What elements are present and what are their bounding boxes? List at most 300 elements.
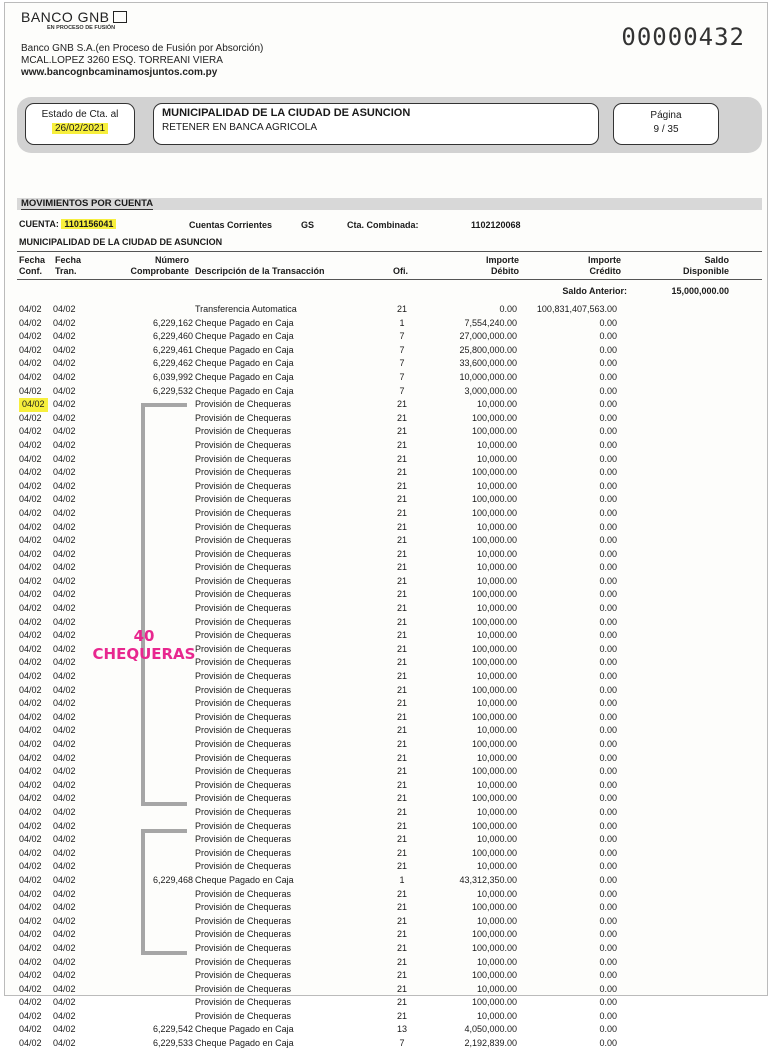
cell-debito: 100,000.00	[471, 820, 517, 831]
cell-ofi: 21	[396, 671, 407, 682]
cell-credito: 0.00	[599, 779, 617, 790]
cell-descripcion: Provisión de Chequeras	[195, 494, 292, 505]
cell-credito: 0.00	[599, 929, 617, 940]
cell-fecha-tran: 04/02	[53, 671, 76, 682]
col-descripcion: Descripción de la Transacción	[195, 266, 325, 276]
cell-descripcion: Provisión de Chequeras	[195, 861, 292, 872]
cell-credito: 0.00	[599, 453, 617, 464]
cell-fecha-tran: 04/02	[53, 820, 76, 831]
table-row	[5, 752, 767, 766]
cell-ofi: 7	[399, 1038, 405, 1049]
cell-debito: 100,000.00	[471, 684, 517, 695]
cell-ofi: 21	[396, 467, 407, 478]
table-row	[5, 575, 767, 589]
cell-debito: 25,800,000.00	[459, 344, 517, 355]
cell-fecha-conf: 04/02	[19, 671, 42, 682]
cell-fecha-tran: 04/02	[53, 304, 76, 314]
table-row	[5, 806, 767, 820]
table-row	[5, 820, 767, 834]
cell-descripcion: Provisión de Chequeras	[195, 997, 292, 1008]
cell-ofi: 21	[396, 915, 407, 926]
cell-credito: 0.00	[599, 589, 617, 600]
cell-fecha-tran: 04/02	[53, 739, 76, 749]
cell-numero: 6,229,533	[152, 1038, 193, 1049]
account-type: Cuentas Corrientes	[189, 220, 273, 230]
cell-debito: 7,554,240.00	[464, 317, 517, 328]
cell-credito: 0.00	[599, 834, 617, 845]
table-row	[5, 1037, 767, 1051]
cell-fecha-conf: 04/02	[19, 657, 42, 668]
cell-descripcion: Provisión de Chequeras	[195, 847, 292, 858]
cell-debito: 2,192,839.00	[464, 1038, 517, 1049]
col-ofi: Ofi.	[393, 266, 408, 276]
cell-debito: 10,000.00	[476, 861, 517, 872]
cell-ofi: 21	[396, 575, 407, 586]
table-row	[5, 588, 767, 602]
cell-fecha-tran: 04/02	[53, 711, 76, 722]
cell-debito: 100,000.00	[471, 970, 517, 981]
cell-debito: 10,000.00	[476, 439, 517, 450]
cell-credito: 0.00	[599, 657, 617, 668]
cell-credito: 0.00	[599, 480, 617, 491]
cell-debito: 10,000.00	[476, 521, 517, 532]
table-row	[5, 425, 767, 439]
saldo-anterior-label: Saldo Anterior:	[562, 286, 627, 296]
cell-credito: 0.00	[599, 1010, 617, 1021]
cell-fecha-conf: 04/02	[19, 453, 42, 464]
table-row	[5, 765, 767, 779]
bank-address: MCAL.LOPEZ 3260 ESQ. TORREANI VIERA	[21, 55, 223, 66]
cell-ofi: 21	[396, 834, 407, 845]
cell-ofi: 21	[396, 1010, 407, 1021]
cell-descripcion: Provisión de Chequeras	[195, 725, 292, 736]
cell-debito: 100,000.00	[471, 589, 517, 600]
table-row	[5, 602, 767, 616]
client-name: MUNICIPALIDAD DE LA CIUDAD DE ASUNCION	[162, 107, 411, 119]
cell-descripcion: Cheque Pagado en Caja	[195, 874, 294, 885]
cell-fecha-tran: 04/02	[53, 752, 76, 763]
table-row	[5, 534, 767, 548]
col-debito: Importe Débito	[485, 255, 519, 276]
table-row	[5, 928, 767, 942]
cell-ofi: 21	[396, 603, 407, 614]
cell-descripcion: Provisión de Chequeras	[195, 929, 292, 940]
cell-credito: 0.00	[599, 671, 617, 682]
cell-ofi: 21	[396, 412, 407, 423]
cell-debito: 33,600,000.00	[459, 358, 517, 369]
cell-descripcion: Provisión de Chequeras	[195, 453, 292, 464]
cell-numero: 6,229,162	[152, 317, 193, 328]
cell-fecha-conf: 04/02	[19, 575, 42, 586]
cell-fecha-conf: 04/02	[19, 467, 42, 478]
table-row	[5, 901, 767, 915]
cell-debito: 10,000.00	[476, 399, 517, 410]
table-row	[5, 670, 767, 684]
cell-numero: 6,039,992	[152, 371, 193, 382]
cell-debito: 100,000.00	[471, 793, 517, 804]
account-holder: MUNICIPALIDAD DE LA CIUDAD DE ASUNCION	[19, 237, 223, 247]
statement-date-label: Estado de Cta. al	[41, 109, 119, 120]
cell-credito: 0.00	[599, 915, 617, 926]
cell-fecha-conf: 04/02	[19, 412, 42, 423]
table-row	[5, 493, 767, 507]
table-row	[5, 357, 767, 371]
cell-descripcion: Cheque Pagado en Caja	[195, 344, 294, 355]
cell-fecha-tran: 04/02	[53, 983, 76, 994]
cell-ofi: 21	[396, 861, 407, 872]
cell-debito: 10,000.00	[476, 1010, 517, 1021]
cell-fecha-conf: 04/02	[19, 603, 42, 614]
table-row	[5, 724, 767, 738]
cell-ofi: 7	[399, 358, 405, 369]
cell-descripcion: Provisión de Chequeras	[195, 575, 292, 586]
cell-credito: 100,831,407,563.00	[536, 304, 617, 314]
cell-descripcion: Cheque Pagado en Caja	[195, 385, 294, 396]
cell-debito: 100,000.00	[471, 643, 517, 654]
cell-credito: 0.00	[599, 643, 617, 654]
cell-debito: 10,000.00	[476, 630, 517, 641]
cell-ofi: 1	[399, 317, 405, 328]
cell-fecha-conf: 04/02	[19, 358, 42, 369]
cell-debito: 10,000.00	[476, 562, 517, 573]
account-number: 1101156041	[61, 219, 116, 229]
cell-fecha-conf: 04/02	[19, 711, 42, 722]
bank-statement-page	[4, 2, 768, 1049]
cell-fecha-conf: 04/02	[19, 834, 42, 845]
cell-ofi: 21	[396, 562, 407, 573]
cell-fecha-conf: 04/02	[19, 494, 42, 505]
cell-credito: 0.00	[599, 467, 617, 478]
account-currency: GS	[301, 220, 315, 230]
logo-subtitle: EN PROCESO DE FUSIÓN	[47, 25, 116, 31]
cell-fecha-conf: 04/02	[19, 929, 42, 940]
cell-fecha-tran: 04/02	[53, 548, 76, 559]
table-row	[5, 684, 767, 698]
cell-descripcion: Provisión de Chequeras	[195, 942, 292, 953]
cell-credito: 0.00	[599, 412, 617, 423]
table-row	[5, 697, 767, 711]
cell-descripcion: Provisión de Chequeras	[195, 983, 292, 994]
cell-ofi: 21	[396, 970, 407, 981]
cell-fecha-tran: 04/02	[53, 358, 76, 369]
annotation-text: CHEQUERAS	[92, 645, 196, 663]
cell-debito: 10,000.00	[476, 575, 517, 586]
cell-credito: 0.00	[599, 684, 617, 695]
account-label-row	[19, 219, 116, 229]
cell-debito: 0.00	[499, 304, 517, 314]
cell-fecha-conf: 04/02	[19, 874, 42, 885]
cell-ofi: 21	[396, 942, 407, 953]
cell-numero: 6,229,532	[152, 385, 193, 396]
cell-descripcion: Cheque Pagado en Caja	[195, 1038, 294, 1049]
cell-fecha-conf: 04/02	[19, 344, 42, 355]
cell-descripcion: Provisión de Chequeras	[195, 467, 292, 478]
table-row	[5, 847, 767, 861]
cell-debito: 27,000,000.00	[459, 331, 517, 342]
table-row	[5, 738, 767, 752]
document-number: 00000432	[621, 23, 745, 51]
col-fecha-conf: Fecha Conf.	[19, 255, 46, 276]
cell-ofi: 21	[396, 426, 407, 437]
table-row	[5, 412, 767, 426]
table-row	[5, 779, 767, 793]
cell-fecha-tran: 04/02	[53, 779, 76, 790]
table-row	[5, 860, 767, 874]
cell-fecha-conf: 04/02	[19, 331, 42, 342]
cell-descripcion: Provisión de Chequeras	[195, 766, 292, 777]
cell-credito: 0.00	[599, 521, 617, 532]
cell-credito: 0.00	[599, 575, 617, 586]
table-row	[5, 371, 767, 385]
annotation-count: 40	[133, 627, 155, 645]
cell-fecha-tran: 04/02	[53, 562, 76, 573]
table-row	[5, 303, 767, 317]
cell-ofi: 7	[399, 331, 405, 342]
cell-descripcion: Provisión de Chequeras	[195, 671, 292, 682]
cell-ofi: 21	[396, 902, 407, 913]
cell-credito: 0.00	[599, 439, 617, 450]
cell-credito: 0.00	[599, 1038, 617, 1049]
cell-fecha-tran: 04/02	[53, 630, 76, 641]
cell-descripcion: Provisión de Chequeras	[195, 480, 292, 491]
cell-credito: 0.00	[599, 535, 617, 546]
cell-credito: 0.00	[599, 331, 617, 342]
cell-descripcion: Provisión de Chequeras	[195, 616, 292, 627]
cell-fecha-conf: 04/02	[19, 535, 42, 546]
cell-credito: 0.00	[599, 983, 617, 994]
cell-debito: 3,000,000.00	[464, 385, 517, 396]
cell-descripcion: Provisión de Chequeras	[195, 657, 292, 668]
cell-fecha-tran: 04/02	[53, 997, 76, 1008]
cell-descripcion: Provisión de Chequeras	[195, 698, 292, 709]
cell-fecha-conf: 04/02	[19, 983, 42, 994]
cell-fecha-tran: 04/02	[53, 956, 76, 967]
cell-fecha-conf: 04/02	[19, 507, 42, 518]
cell-descripcion: Provisión de Chequeras	[195, 956, 292, 967]
saldo-anterior-value: 15,000,000.00	[671, 286, 729, 296]
cell-credito: 0.00	[599, 970, 617, 981]
cell-ofi: 21	[396, 806, 407, 817]
transactions-table	[5, 303, 767, 1051]
col-saldo: Saldo Disponible	[682, 255, 729, 276]
cell-descripcion: Cheque Pagado en Caja	[195, 331, 294, 342]
cell-fecha-tran: 04/02	[53, 847, 76, 858]
cell-debito: 10,000.00	[476, 956, 517, 967]
cell-descripcion: Provisión de Chequeras	[195, 630, 292, 641]
cell-credito: 0.00	[599, 603, 617, 614]
cell-fecha-tran: 04/02	[53, 902, 76, 913]
cell-debito: 100,000.00	[471, 467, 517, 478]
cell-ofi: 21	[396, 711, 407, 722]
cell-ofi: 21	[396, 630, 407, 641]
cell-fecha-conf: 04/02	[19, 861, 42, 872]
cell-debito: 4,050,000.00	[464, 1024, 517, 1035]
table-row	[5, 330, 767, 344]
cell-ofi: 21	[396, 643, 407, 654]
cell-fecha-conf: 04/02	[19, 371, 42, 382]
account-label: CUENTA:	[19, 219, 59, 229]
cell-descripcion: Provisión de Chequeras	[195, 752, 292, 763]
table-row	[5, 439, 767, 453]
cell-fecha-tran: 04/02	[53, 643, 76, 654]
cell-descripcion: Provisión de Chequeras	[195, 412, 292, 423]
cell-credito: 0.00	[599, 371, 617, 382]
col-credito: Importe Crédito	[587, 255, 621, 276]
cell-descripcion: Provisión de Chequeras	[195, 970, 292, 981]
table-row	[5, 956, 767, 970]
cell-fecha-tran: 04/02	[53, 385, 76, 396]
cell-debito: 100,000.00	[471, 711, 517, 722]
cell-debito: 10,000,000.00	[459, 371, 517, 382]
cell-credito: 0.00	[599, 820, 617, 831]
header-rule-bottom	[17, 279, 762, 280]
cell-ofi: 21	[396, 589, 407, 600]
cell-descripcion: Provisión de Chequeras	[195, 902, 292, 913]
cell-debito: 10,000.00	[476, 779, 517, 790]
cell-fecha-conf: 04/02	[19, 385, 42, 396]
cell-fecha-tran: 04/02	[53, 929, 76, 940]
cell-fecha-conf: 04/02	[19, 739, 42, 749]
cell-descripcion: Cheque Pagado en Caja	[195, 371, 294, 382]
cell-descripcion: Provisión de Chequeras	[195, 507, 292, 518]
cell-descripcion: Provisión de Chequeras	[195, 439, 292, 450]
table-row	[5, 983, 767, 997]
cell-ofi: 21	[396, 616, 407, 627]
cell-credito: 0.00	[599, 847, 617, 858]
cell-debito: 100,000.00	[471, 847, 517, 858]
combined-account-number: 1102120068	[471, 220, 521, 230]
cell-ofi: 21	[396, 439, 407, 450]
cell-fecha-conf: 04/02	[19, 942, 42, 953]
cell-fecha-tran: 04/02	[53, 1010, 76, 1021]
cell-fecha-tran: 04/02	[53, 439, 76, 450]
cell-fecha-tran: 04/02	[53, 371, 76, 382]
cell-fecha-conf: 04/02	[19, 820, 42, 831]
annotation-label	[79, 627, 209, 663]
table-row	[5, 548, 767, 562]
table-row	[5, 385, 767, 399]
combined-account-label: Cta. Combinada:	[347, 220, 419, 230]
cell-debito: 100,000.00	[471, 507, 517, 518]
cell-ofi: 21	[396, 535, 407, 546]
cell-credito: 0.00	[599, 888, 617, 899]
cell-descripcion: Provisión de Chequeras	[195, 562, 292, 573]
table-row	[5, 507, 767, 521]
cell-debito: 43,312,350.00	[459, 874, 517, 885]
cell-ofi: 21	[396, 453, 407, 464]
table-row	[5, 874, 767, 888]
cell-fecha-tran: 04/02	[53, 331, 76, 342]
statement-date-box	[25, 103, 135, 145]
table-row	[5, 317, 767, 331]
cell-debito: 100,000.00	[471, 902, 517, 913]
table-row	[5, 453, 767, 467]
cell-descripcion: Provisión de Chequeras	[195, 426, 292, 437]
cell-ofi: 21	[396, 779, 407, 790]
cell-ofi: 7	[399, 371, 405, 382]
cell-fecha-conf: 04/02	[19, 997, 42, 1008]
cell-debito: 10,000.00	[476, 548, 517, 559]
cell-fecha-conf: 04/02	[19, 304, 42, 314]
cell-fecha-conf: 04/02	[19, 548, 42, 559]
cell-fecha-conf: 04/02	[19, 766, 42, 777]
cell-ofi: 21	[396, 739, 407, 749]
cell-descripcion: Provisión de Chequeras	[195, 793, 292, 804]
table-row	[5, 833, 767, 847]
cell-fecha-conf: 04/02	[19, 806, 42, 817]
cell-fecha-tran: 04/02	[53, 426, 76, 437]
cell-ofi: 21	[396, 657, 407, 668]
cell-credito: 0.00	[599, 1024, 617, 1035]
cell-ofi: 21	[396, 929, 407, 940]
col-numero: Número Comprobante	[130, 255, 189, 276]
cell-descripcion: Provisión de Chequeras	[195, 1010, 292, 1021]
cell-credito: 0.00	[599, 752, 617, 763]
cell-fecha-conf: 04/02	[19, 589, 42, 600]
cell-descripcion: Provisión de Chequeras	[195, 806, 292, 817]
cell-debito: 10,000.00	[476, 752, 517, 763]
statement-date: 26/02/2021	[52, 123, 108, 134]
cell-ofi: 21	[396, 507, 407, 518]
cell-fecha-tran: 04/02	[53, 589, 76, 600]
cell-debito: 100,000.00	[471, 494, 517, 505]
cell-credito: 0.00	[599, 698, 617, 709]
cell-ofi: 21	[396, 399, 407, 410]
cell-fecha-conf: 04/02	[19, 1010, 42, 1021]
cell-fecha-conf: 04/02	[19, 480, 42, 491]
cell-fecha-conf: 04/02	[19, 521, 42, 532]
bank-website: www.bancognbcaminamosjuntos.com.py	[21, 67, 218, 78]
cell-debito: 10,000.00	[476, 806, 517, 817]
cell-debito: 10,000.00	[476, 983, 517, 994]
cell-fecha-tran: 04/02	[53, 888, 76, 899]
table-row	[5, 521, 767, 535]
cell-ofi: 21	[396, 521, 407, 532]
cell-descripcion: Cheque Pagado en Caja	[195, 317, 294, 328]
cell-fecha-tran: 04/02	[53, 535, 76, 546]
cell-debito: 100,000.00	[471, 997, 517, 1008]
bank-logo: BANCO GNB	[21, 9, 127, 25]
cell-credito: 0.00	[599, 385, 617, 396]
cell-descripcion: Provisión de Chequeras	[195, 399, 292, 410]
cell-fecha-conf: 04/02	[19, 970, 42, 981]
cell-ofi: 21	[396, 752, 407, 763]
cell-descripcion: Provisión de Chequeras	[195, 548, 292, 559]
cell-credito: 0.00	[599, 766, 617, 777]
bank-logo-icon	[113, 11, 127, 23]
cell-credito: 0.00	[599, 507, 617, 518]
cell-fecha-tran: 04/02	[53, 1038, 76, 1049]
cell-credito: 0.00	[599, 711, 617, 722]
cell-fecha-conf: 04/02	[19, 1024, 42, 1035]
cell-debito: 10,000.00	[476, 915, 517, 926]
cell-descripcion: Provisión de Chequeras	[195, 820, 292, 831]
cell-descripcion: Provisión de Chequeras	[195, 684, 292, 695]
cell-ofi: 21	[396, 698, 407, 709]
cell-debito: 10,000.00	[476, 698, 517, 709]
cell-fecha-conf: 04/02	[19, 902, 42, 913]
cell-fecha-tran: 04/02	[53, 874, 76, 885]
table-row	[5, 1010, 767, 1024]
cell-fecha-tran: 04/02	[53, 1024, 76, 1035]
cell-descripcion: Provisión de Chequeras	[195, 739, 292, 749]
cell-ofi: 21	[396, 888, 407, 899]
cell-ofi: 7	[399, 385, 405, 396]
cell-credito: 0.00	[599, 630, 617, 641]
cell-debito: 10,000.00	[476, 480, 517, 491]
cell-debito: 10,000.00	[476, 725, 517, 736]
cell-fecha-tran: 04/02	[53, 575, 76, 586]
